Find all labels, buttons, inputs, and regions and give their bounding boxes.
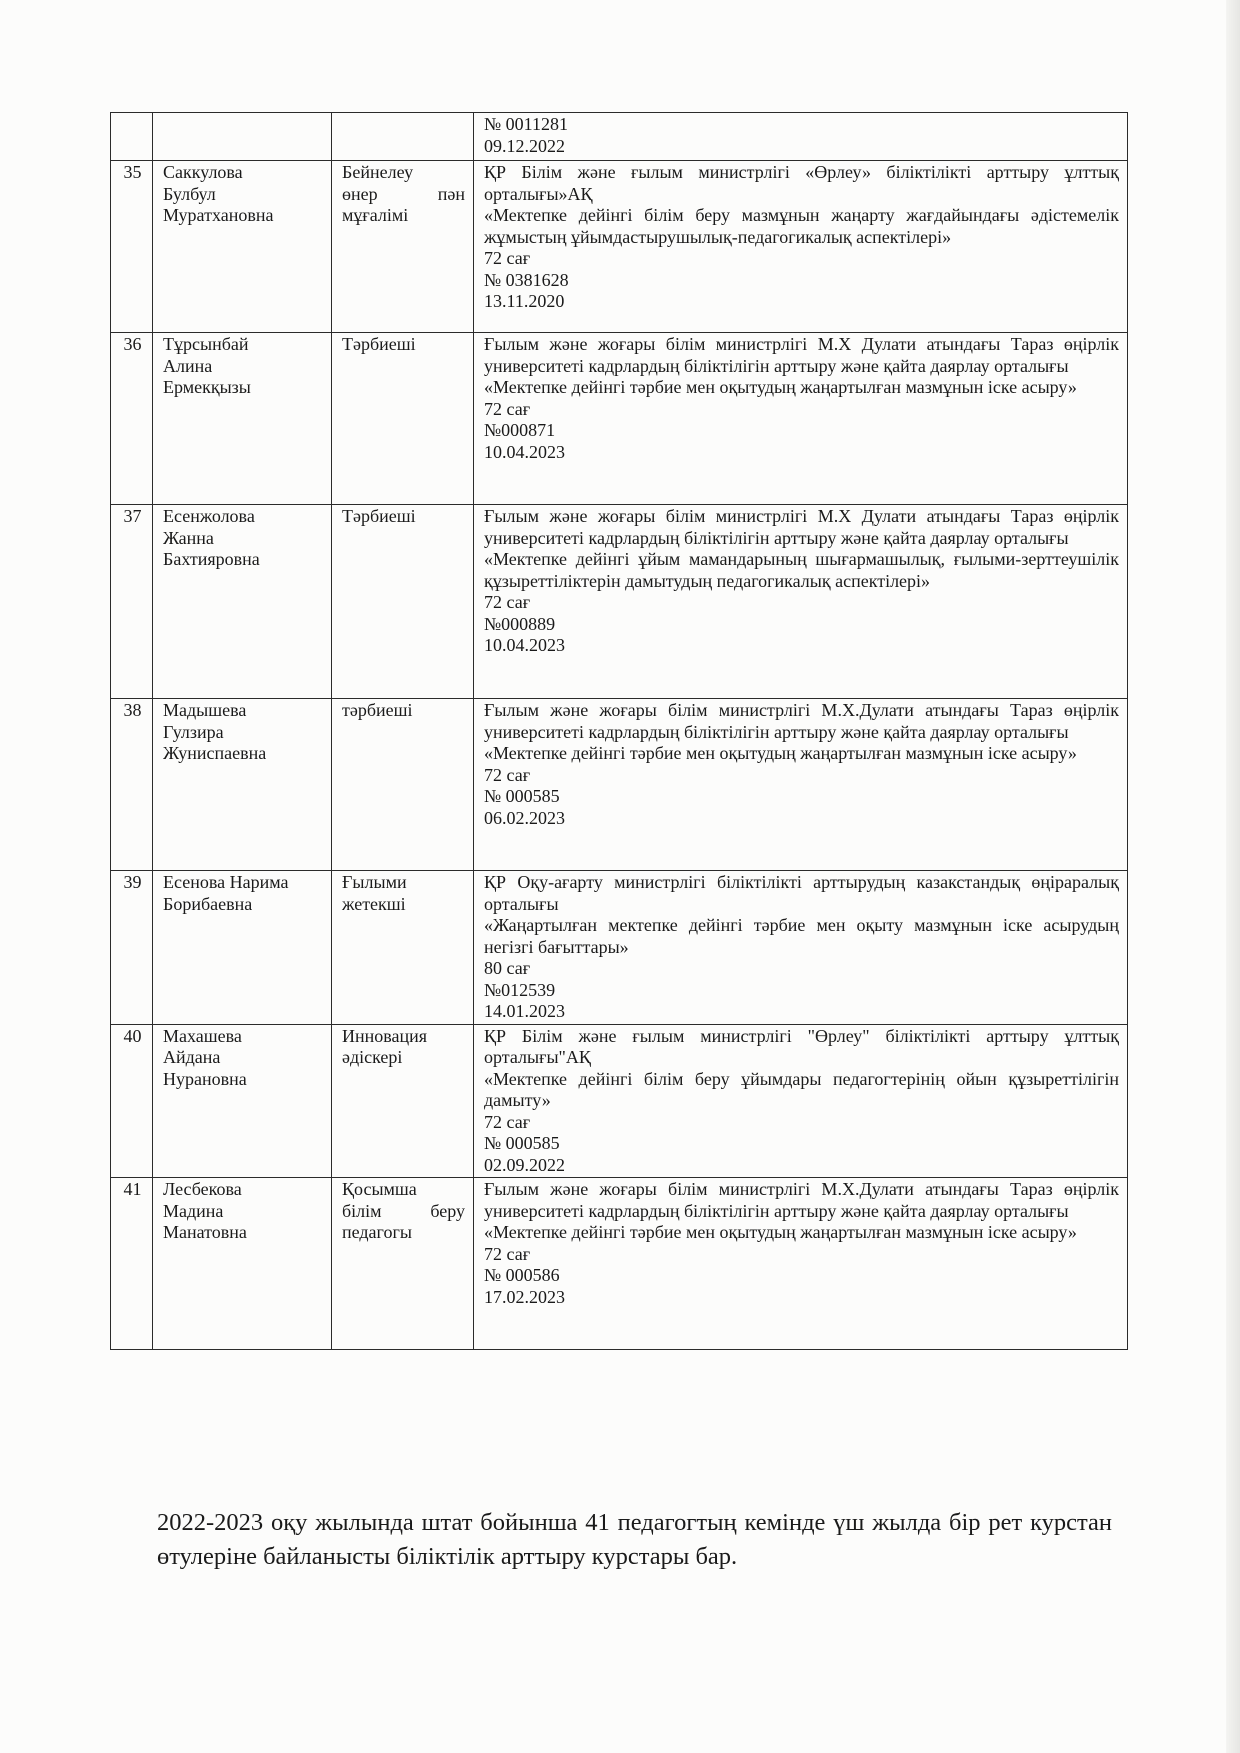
course-info-cell xyxy=(474,161,1128,333)
row-number-cell: 36 xyxy=(111,333,153,505)
position-cell xyxy=(332,333,474,505)
position-cell xyxy=(332,113,474,161)
course-info-line: 02.09.2022 xyxy=(484,1154,565,1175)
table-row xyxy=(111,333,1128,505)
course-info-line: 72 сағ xyxy=(484,248,531,268)
position-cell xyxy=(332,699,474,871)
teacher-name-cell xyxy=(153,871,332,1025)
row-number-cell: 39 xyxy=(111,871,153,1025)
course-info-line: «Мектепке дейінгі тәрбие мен оқытудың жаңартылған мазмұнын іске асыру» xyxy=(484,1222,1077,1242)
teacher-name-cell xyxy=(153,699,332,871)
position-line: Тәрбиеші xyxy=(342,334,416,354)
teacher-name-line: Есенова Нарима xyxy=(163,872,289,892)
course-info-line: 72 сағ xyxy=(484,1243,531,1264)
course-info-line: № 000585 xyxy=(484,786,560,806)
course-info-line: № 000585 xyxy=(484,1133,560,1153)
table-row xyxy=(111,871,1128,1025)
position-line: Ғылыми xyxy=(342,872,407,892)
course-info-cell xyxy=(474,871,1128,1025)
course-info-line: 72 сағ xyxy=(484,1111,531,1132)
course-info-line: «Мектепке дейінгі ұйым мамандарының шығармашылық, ғылыми-зерттеушілік құзыреттіліктерін дамытудың педагогикалық аспектілері» xyxy=(484,549,1119,591)
position-cell xyxy=(332,505,474,699)
course-info-line: 10.04.2023 xyxy=(484,441,565,462)
course-info-line: 14.01.2023 xyxy=(484,1001,565,1021)
course-info-line: 13.11.2020 xyxy=(484,291,565,311)
course-info-line: Ғылым және жоғары білім министрлігі М.Х.Дулати атындағы Тараз өңірлік университеті кадрлардың біліктілігін арттыру және қайта даярлау орталығы xyxy=(484,1179,1119,1221)
teacher-name-cell xyxy=(153,333,332,505)
course-info-line: № 0011281 xyxy=(484,114,569,134)
course-info-line: № 0381628 xyxy=(484,269,569,290)
course-info-line: ҚР Білім және ғылым министрлігі "Өрлеу" біліктілікті арттыру ұлттық орталығы"АҚ xyxy=(484,1025,1119,1067)
table-row xyxy=(111,113,1128,161)
course-info-line: №000889 xyxy=(484,613,556,634)
teacher-name-line: Жуниспаевна xyxy=(163,743,267,763)
course-info-line: 10.04.2023 xyxy=(484,635,565,655)
teacher-name-line: Саккулова xyxy=(163,162,243,182)
table-row xyxy=(111,699,1128,871)
position-line: білім беру xyxy=(342,1200,465,1221)
teacher-name-cell xyxy=(153,161,332,333)
course-info-line: 09.12.2022 xyxy=(484,135,565,156)
course-info-line: ҚР Білім және ғылым министрлігі «Өрлеу» біліктілікті арттыру ұлттық орталығы»АҚ xyxy=(484,162,1119,204)
position-line: мұғалімі xyxy=(342,205,409,225)
teacher-name-line: Есенжолова xyxy=(163,506,255,526)
teacher-name-line: Борибаевна xyxy=(163,893,253,914)
position-line: жетекші xyxy=(342,893,406,914)
course-info-line: 80 сағ xyxy=(484,958,531,978)
course-info-cell xyxy=(474,333,1128,505)
position-line: Қосымша xyxy=(342,1179,417,1199)
teacher-name-line: Махашева xyxy=(163,1025,242,1046)
position-cell xyxy=(332,161,474,333)
position-line: Тәрбиеші xyxy=(342,506,416,526)
row-number-cell: 38 xyxy=(111,699,153,871)
course-info-cell xyxy=(474,505,1128,699)
course-info-line: Ғылым және жоғары білім министрлігі М.Х.Дулати атындағы Тараз өңірлік университеті кадрлардың біліктілігін арттыру және қайта даярлау орталығы xyxy=(484,700,1119,742)
course-info-line: № 000586 xyxy=(484,1265,560,1285)
courses-table xyxy=(110,112,1128,1350)
position-cell xyxy=(332,871,474,1025)
teacher-name-line: Ермекқызы xyxy=(163,377,251,397)
course-info-cell xyxy=(474,1024,1128,1178)
course-info-cell xyxy=(474,1178,1128,1350)
row-number-cell: 40 xyxy=(111,1024,153,1178)
teacher-name-line: Мадина xyxy=(163,1200,224,1221)
footer-summary: 2022-2023 оқу жылында штат бойынша 41 педагогтың кемінде үш жылда бір рет курстан өтулеріне байланысты біліктілік арттыру курстары бар. xyxy=(157,1509,1112,1570)
teacher-name-line: Мадышева xyxy=(163,700,247,720)
page-edge-shadow xyxy=(1226,0,1240,1753)
table-row xyxy=(111,161,1128,333)
teacher-name-line: Муратхановна xyxy=(163,205,274,225)
teacher-name-line: Булбул xyxy=(163,183,216,204)
course-info-line: «Мектепке дейінгі білім беру ұйымдары педагогтерінің ойын құзыреттілігін дамыту» xyxy=(484,1068,1119,1110)
course-info-line: «Жаңартылған мектепке дейінгі тәрбие мен оқыту мазмұнын іске асырудың негізгі бағыттары» xyxy=(484,915,1119,957)
teacher-name-line: Жанна xyxy=(163,527,214,548)
teacher-name-cell xyxy=(153,1178,332,1350)
table-row xyxy=(111,1024,1128,1178)
course-info-line: ҚР Оқу-ағарту министрлігі біліктілікті арттырудың казакстандық өңіраралық орталығы xyxy=(484,872,1119,914)
teacher-name-cell xyxy=(153,1024,332,1178)
course-info-line: №012539 xyxy=(484,979,556,1000)
course-info-line: «Мектепке дейінгі тәрбие мен оқытудың жаңартылған мазмұнын іске асыру» xyxy=(484,743,1077,763)
teacher-name-line: Айдана xyxy=(163,1047,221,1067)
teacher-name-line: Лесбекова xyxy=(163,1179,242,1199)
table-row xyxy=(111,1178,1128,1350)
course-info-line: 72 сағ xyxy=(484,764,531,785)
course-info-cell xyxy=(474,113,1128,161)
course-info-line: 72 сағ xyxy=(484,398,531,419)
row-number-cell: 41 xyxy=(111,1178,153,1350)
position-line: Инновация xyxy=(342,1025,428,1046)
courses-table-body xyxy=(111,113,1128,1350)
course-info-line: 72 сағ xyxy=(484,592,531,612)
teacher-name-cell xyxy=(153,505,332,699)
course-info-line: Ғылым және жоғары білім министрлігі М.Х Дулати атындағы Тараз өңірлік университеті кадрлардың біліктілігін арттыру және қайта даярлау орталығы xyxy=(484,334,1119,376)
course-info-line: 06.02.2023 xyxy=(484,807,565,828)
course-info-cell xyxy=(474,699,1128,871)
position-cell xyxy=(332,1178,474,1350)
row-number-cell: 37 xyxy=(111,505,153,699)
position-line: әдіскері xyxy=(342,1047,403,1067)
position-cell xyxy=(332,1024,474,1178)
course-info-line: «Мектепке дейінгі білім беру мазмұнын жаңарту жағдайындағы әдістемелік жұмыстың ұйымдастырушылық-педагогикалық аспектілері» xyxy=(484,205,1119,247)
teacher-name-line: Манатовна xyxy=(163,1222,247,1242)
position-line: өнер пән xyxy=(342,183,465,204)
course-info-line: Ғылым және жоғары білім министрлігі М.Х Дулати атындағы Тараз өңірлік университеті кадрлардың біліктілігін арттыру және қайта даярлау орталығы xyxy=(484,506,1119,548)
row-number-cell: 35 xyxy=(111,161,153,333)
position-line: педагогы xyxy=(342,1222,412,1242)
course-info-line: 17.02.2023 xyxy=(484,1286,565,1307)
teacher-name-cell xyxy=(153,113,332,161)
course-info-line: №000871 xyxy=(484,420,556,440)
teacher-name-line: Бахтияровна xyxy=(163,549,260,569)
teacher-name-line: Нурановна xyxy=(163,1068,247,1089)
position-line: Бейнелеу xyxy=(342,162,414,182)
teacher-name-line: Алина xyxy=(163,355,213,376)
teacher-name-line: Гулзира xyxy=(163,721,224,742)
course-info-line: «Мектепке дейінгі тәрбие мен оқытудың жаңартылған мазмұнын іске асыру» xyxy=(484,377,1077,397)
table-row xyxy=(111,505,1128,699)
position-line: тәрбиеші xyxy=(342,700,413,720)
teacher-name-line: Тұрсынбай xyxy=(163,334,249,354)
row-number-cell xyxy=(111,113,153,161)
